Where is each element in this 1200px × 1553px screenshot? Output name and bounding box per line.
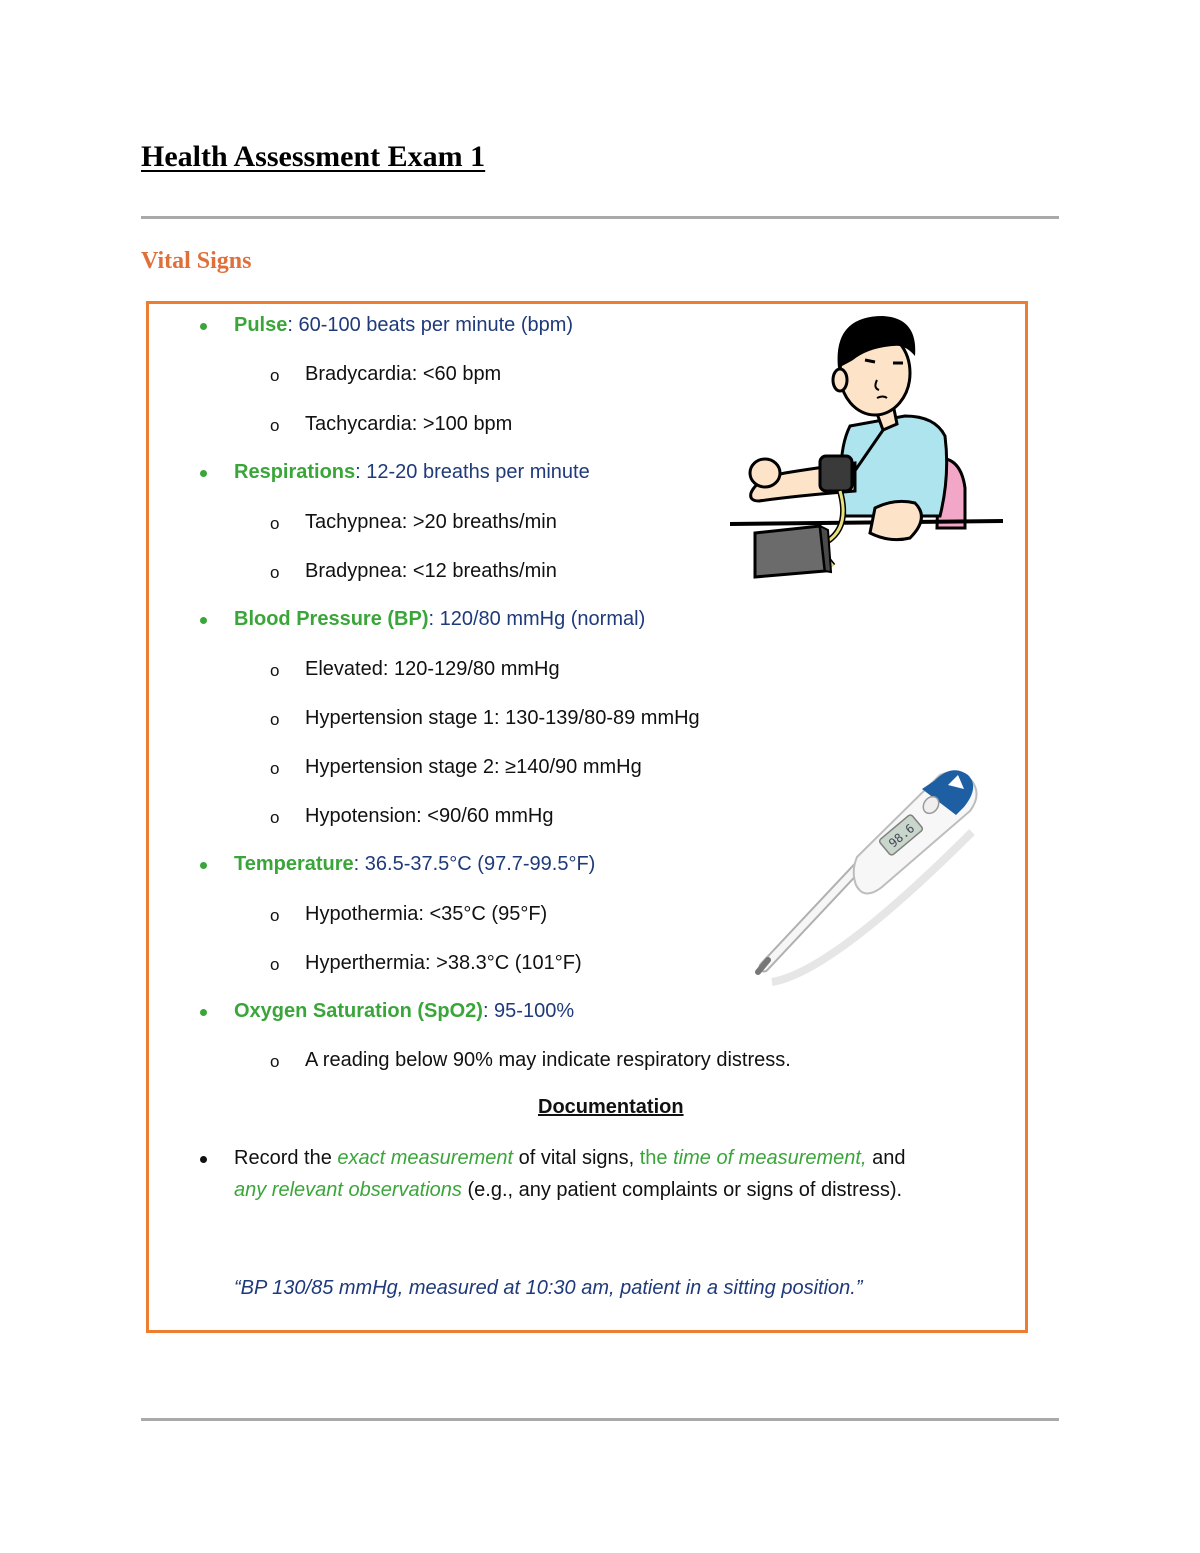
page-title: Health Assessment Exam 1 xyxy=(141,140,486,173)
vital-pulse xyxy=(234,314,573,337)
sub-item: Hyperthermia: >38.3°C (101°F) xyxy=(305,952,582,974)
sub-marker: o xyxy=(270,366,280,385)
vital-value: : 36.5-37.5°C (97.7-99.5°F) xyxy=(353,853,596,875)
doc-text: (e.g., any patient complaints or signs of distress). xyxy=(461,1179,903,1201)
vital-blood-pressure xyxy=(234,608,645,631)
documentation-heading: Documentation xyxy=(538,1096,684,1118)
bullet-dot xyxy=(200,1156,207,1163)
sub-marker: o xyxy=(270,514,280,533)
sub-item: Tachycardia: >100 bpm xyxy=(305,413,513,435)
documentation-line-1 xyxy=(234,1147,905,1170)
sub-marker: o xyxy=(270,710,280,729)
vital-value: : 95-100% xyxy=(482,1000,575,1022)
sub-item: A reading below 90% may indicate respiratory distress. xyxy=(305,1049,791,1071)
bullet-dot xyxy=(200,470,207,477)
doc-emphasis: exact measurement xyxy=(337,1147,514,1169)
bullet-dot xyxy=(200,1009,207,1016)
thermometer-illustration xyxy=(752,757,987,987)
doc-text: Record the xyxy=(234,1147,338,1169)
documentation-line-2 xyxy=(234,1179,902,1202)
vital-respirations xyxy=(234,461,590,484)
sub-item: Hypertension stage 2: ≥140/90 mmHg xyxy=(305,756,642,778)
bottom-divider xyxy=(141,1418,1059,1421)
sub-marker: o xyxy=(270,1052,280,1071)
sub-marker: o xyxy=(270,906,280,925)
vital-temperature xyxy=(234,853,595,876)
doc-emphasis: any relevant observations xyxy=(234,1179,462,1201)
sub-item: Hypertension stage 1: 130-139/80-89 mmHg xyxy=(305,707,700,729)
documentation-example: “BP 130/85 mmHg, measured at 10:30 am, patient in a sitting position.” xyxy=(234,1277,863,1299)
sub-marker: o xyxy=(270,563,280,582)
vital-oxygen-saturation xyxy=(234,1000,574,1023)
bullet-dot xyxy=(200,323,207,330)
vital-value: : 120/80 mmHg (normal) xyxy=(428,608,646,630)
vital-label: Blood Pressure (BP) xyxy=(234,608,429,630)
vital-label: Pulse xyxy=(234,314,288,336)
sub-item: Bradycardia: <60 bpm xyxy=(305,363,502,385)
sub-marker: o xyxy=(270,416,280,435)
sub-marker: o xyxy=(270,955,280,974)
sub-item: Hypotension: <90/60 mmHg xyxy=(305,805,554,827)
doc-emphasis: the xyxy=(639,1147,674,1169)
section-heading: Vital Signs xyxy=(141,248,252,274)
vital-label: Oxygen Saturation (SpO2) xyxy=(234,1000,483,1022)
vital-label: Temperature xyxy=(234,853,354,875)
doc-text: of vital signs, xyxy=(513,1147,640,1169)
doc-text: and xyxy=(866,1147,906,1169)
vital-value: : 12-20 breaths per minute xyxy=(355,461,590,483)
bullet-dot xyxy=(200,617,207,624)
sub-item: Tachypnea: >20 breaths/min xyxy=(305,511,557,533)
sub-item: Hypothermia: <35°C (95°F) xyxy=(305,903,548,925)
doc-emphasis: time of measurement, xyxy=(673,1147,867,1169)
sub-item: Bradypnea: <12 breaths/min xyxy=(305,560,557,582)
bullet-dot xyxy=(200,862,207,869)
vital-label: Respirations xyxy=(234,461,356,483)
sub-marker: o xyxy=(270,808,280,827)
vital-value: : 60-100 beats per minute (bpm) xyxy=(287,314,574,336)
sub-marker: o xyxy=(270,759,280,778)
thermometer-reading: 98.6 xyxy=(886,821,918,851)
blood-pressure-illustration xyxy=(725,308,1010,588)
sub-item: Elevated: 120-129/80 mmHg xyxy=(305,658,560,680)
sub-marker: o xyxy=(270,661,280,680)
top-divider xyxy=(141,216,1059,219)
